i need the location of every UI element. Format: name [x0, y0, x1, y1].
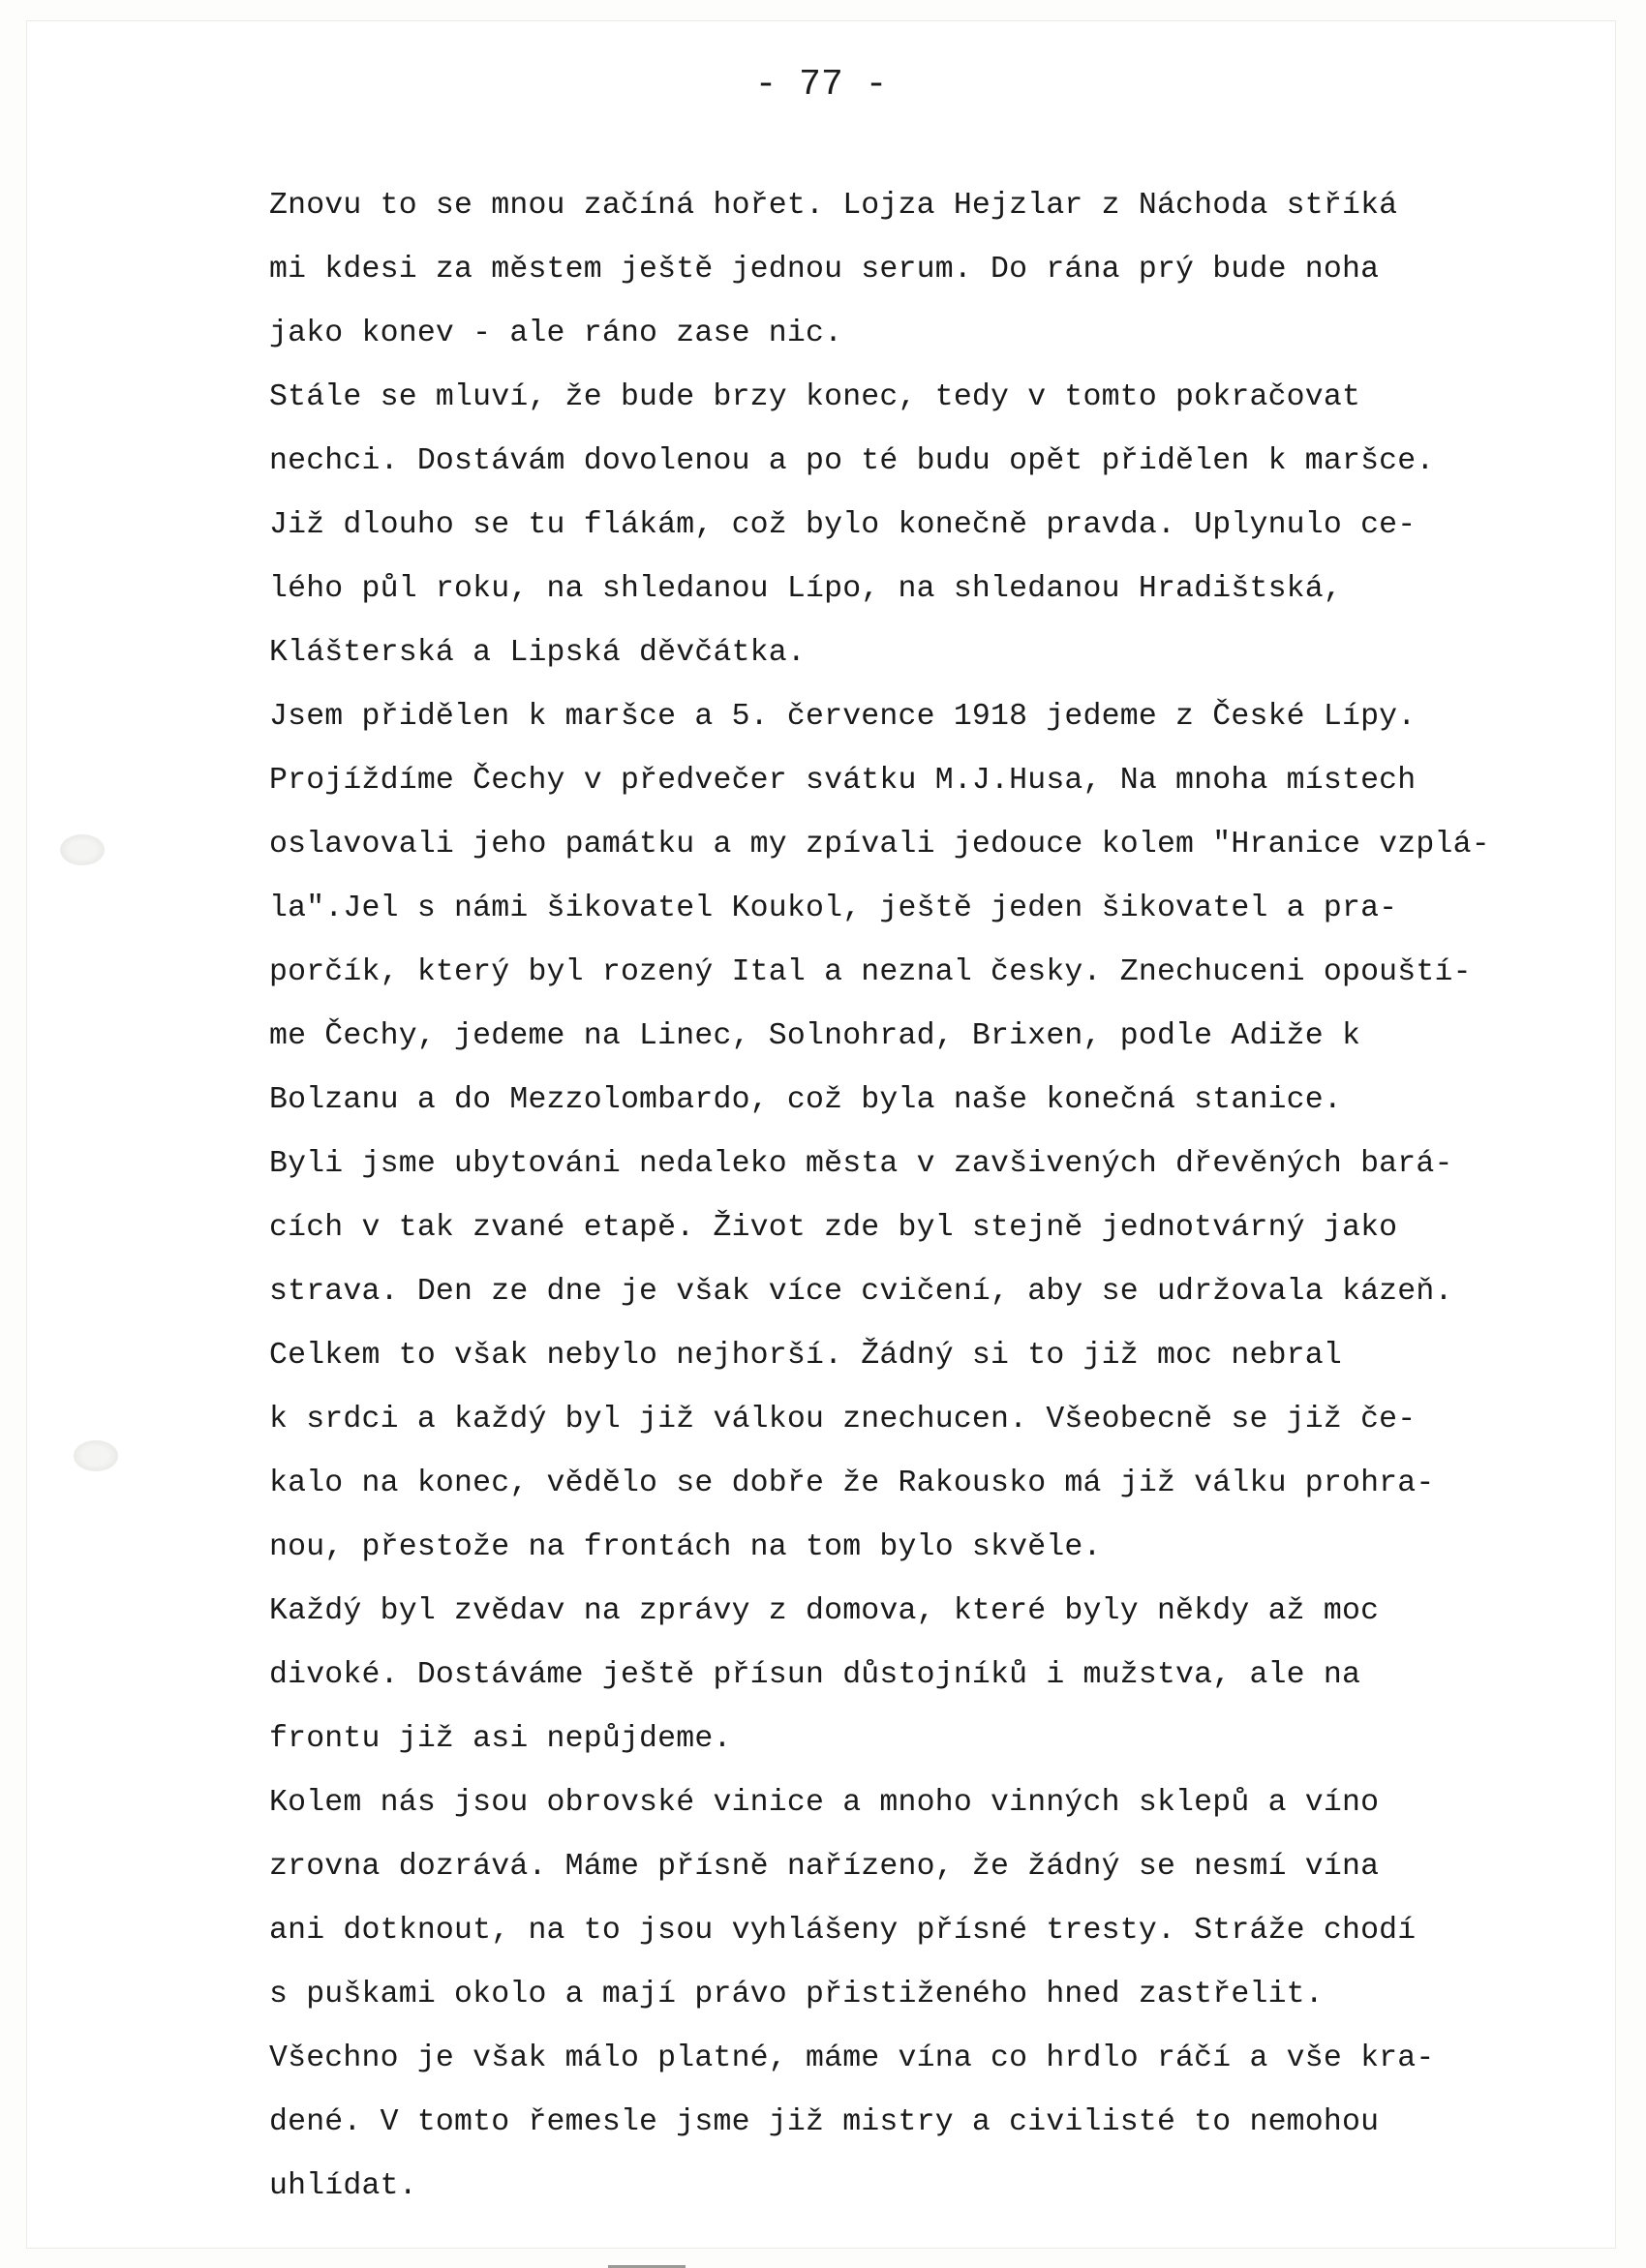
text-line: kalo na konec, vědělo se dobře že Rakousko má již válku prohra-	[269, 1467, 1435, 1500]
text-line: Znovu to se mnou začíná hořet. Lojza Hejzlar z Náchoda stříká	[269, 189, 1398, 223]
text-line: mi kdesi za městem ještě jednou serum. Do rána prý bude noha	[269, 253, 1380, 287]
text-line: Byli jsme ubytováni nedaleko města v zavšivených dřevěných bará-	[269, 1147, 1453, 1181]
text-line: me Čechy, jedeme na Linec, Solnohrad, Brixen, podle Adiže k	[269, 1019, 1361, 1053]
text-line: Každý byl zvědav na zprávy z domova, které byly někdy až moc	[269, 1594, 1380, 1628]
text-line: Klášterská a Lipská děvčátka.	[269, 636, 806, 670]
punch-hole	[60, 834, 105, 865]
text-line: cích v tak zvané etapě. Život zde byl stejně jednotvárný jako	[269, 1211, 1398, 1245]
text-line: ani dotknout, na to jsou vyhlášeny přísné tresty. Stráže chodí	[269, 1914, 1417, 1948]
text-line: jako konev - ale ráno zase nic.	[269, 317, 843, 350]
text-line: porčík, který byl rozený Ital a neznal česky. Znechuceni opouští-	[269, 955, 1472, 989]
text-line: k srdci a každý byl již válkou znechucen. Všeobecně se již če-	[269, 1403, 1417, 1436]
text-line: nechci. Dostávám dovolenou a po té budu opět přidělen k maršce.	[269, 444, 1435, 478]
text-line: s puškami okolo a mají právo přistiženého hned zastřelit.	[269, 1978, 1324, 2011]
text-line: uhlídat.	[269, 2169, 417, 2203]
typewritten-body	[269, 174, 1547, 2219]
text-line: frontu již asi nepůjdeme.	[269, 1722, 732, 1756]
text-line: divoké. Dostáváme ještě přísun důstojníků i mužstva, ale na	[269, 1658, 1361, 1692]
document-sheet	[27, 21, 1615, 2248]
text-line: nou, přestože na frontách na tom bylo skvěle.	[269, 1530, 1102, 1564]
text-line: strava. Den ze dne je však více cvičení, aby se udržovala kázeň.	[269, 1275, 1453, 1309]
text-line: Kolem nás jsou obrovské vinice a mnoho vinných sklepů a víno	[269, 1786, 1380, 1820]
text-line: zrovna dozrává. Máme přísně nařízeno, že žádný se nesmí vína	[269, 1850, 1380, 1884]
text-line: Jsem přidělen k maršce a 5. července 1918 jedeme z České Lípy.	[269, 700, 1417, 734]
punch-hole	[74, 1440, 118, 1471]
text-line: Všechno je však málo platné, máme vína co hrdlo ráčí a vše kra-	[269, 2041, 1435, 2075]
text-line: dené. V tomto řemesle jsme již mistry a civilisté to nemohou	[269, 2105, 1380, 2139]
text-line: Projíždíme Čechy v předvečer svátku M.J.Husa, Na mnoha místech	[269, 764, 1417, 798]
text-line: Bolzanu a do Mezzolombardo, což byla naše konečná stanice.	[269, 1083, 1342, 1117]
page-number: - 77 -	[754, 64, 888, 106]
text-line: Již dlouho se tu flákám, což bylo konečně pravda. Uplynulo ce-	[269, 508, 1417, 542]
text-line: Celkem to však nebylo nejhorší. Žádný si to již moc nebral	[269, 1339, 1342, 1373]
text-line: Stále se mluví, že bude brzy konec, tedy v tomto pokračovat	[269, 380, 1361, 414]
text-line: oslavovali jeho památku a my zpívali jedouce kolem "Hranice vzplá-	[269, 828, 1490, 862]
text-line: lého půl roku, na shledanou Lípo, na shledanou Hradištská,	[269, 572, 1342, 606]
text-line: la".Jel s námi šikovatel Koukol, ještě jeden šikovatel a pra-	[269, 892, 1398, 925]
